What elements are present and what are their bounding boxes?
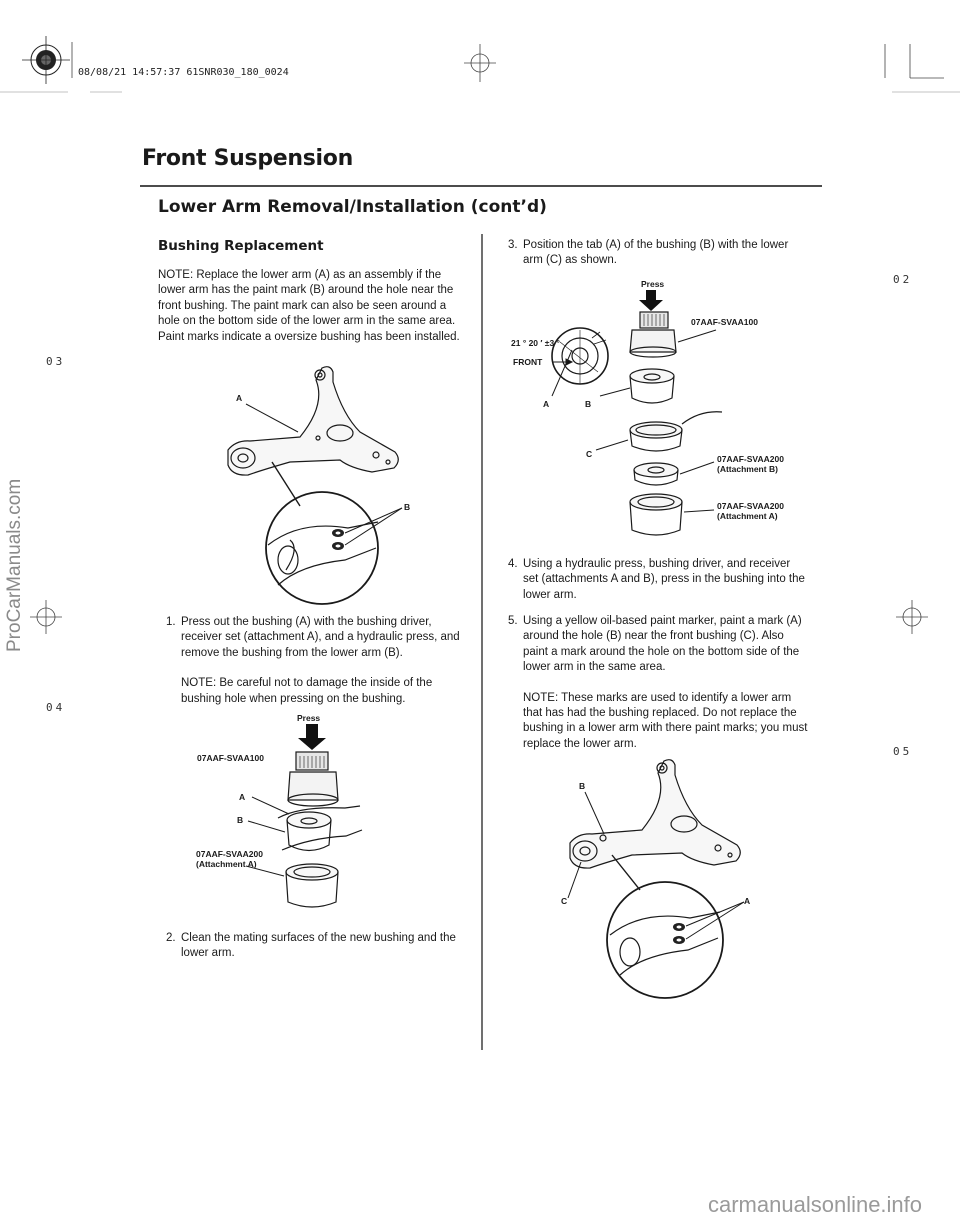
fig3-tool-b-line1: 07AAF-SVAA200 — [717, 454, 784, 464]
step-number: 4. — [508, 558, 518, 570]
fig3-tool1-label: 07AAF-SVAA100 — [691, 317, 758, 327]
step-note: NOTE: These marks are used to identify a lower arm that has had the bushing replaced. Do not replace the bushing in a lower arm with there paint marks; you must replace the lower arm. — [523, 691, 808, 750]
fig4-label-c: C — [561, 896, 568, 906]
fig2-press-label: Press — [297, 713, 321, 723]
bottom-watermark: carmanualsonline.info — [708, 1192, 923, 1217]
fig2-label-a: A — [239, 792, 246, 802]
fig4-label-a: A — [744, 896, 751, 906]
step-number: 1. — [166, 616, 176, 628]
fig3-label-a: A — [543, 399, 550, 409]
procedure-title: Lower Arm Removal/Installation (cont’d) — [158, 197, 547, 217]
section-title: Front Suspension — [142, 146, 353, 171]
step-text: Press out the bushing (A) with the bushing driver, receiver set (attachment A), and a hydraulic press, and remove the bushing from the lower arm (B). — [181, 616, 460, 659]
step-number: 3. — [508, 239, 518, 251]
fig4-label-b: B — [579, 781, 586, 791]
print-stamp: 08/08/21 14:57:37 61SNR030_180_0024 — [78, 67, 289, 78]
fig3-tool-a-line1: 07AAF-SVAA200 — [717, 501, 784, 511]
fig2-tool2-label-line2: (Attachment A) — [196, 859, 257, 869]
step-note: NOTE: Be careful not to damage the inside of the bushing hole when pressing on the bushing. — [181, 677, 433, 705]
fig1-label-a: A — [236, 393, 243, 403]
fig3-tool-a-line2: (Attachment A) — [717, 511, 778, 521]
fig3-label-c: C — [586, 449, 593, 459]
step-text: Using a yellow oil-based paint marker, paint a mark (A) around the hole (B) near the front bushing (C). Also paint a mark around the hole on the bottom side of the lower arm in the same area. — [523, 615, 802, 674]
fig2-tool2-label-line1: 07AAF-SVAA200 — [196, 849, 263, 859]
step-text: Using a hydraulic press, bushing driver, and receiver set (attachments A and B), press in the bushing into the lower arm. — [523, 558, 805, 601]
fig3-front-label: FRONT — [513, 357, 543, 367]
step-number: 5. — [508, 615, 518, 627]
intro-note: NOTE: Replace the lower arm (A) as an assembly if the lower arm has the paint mark (B) around the hole near the front bushing. The paint mark can also be seen around a hole on the bottom side of the lower arm in the same area. Paint marks indicate a oversize bushing has been installed. — [158, 269, 460, 343]
fig3-tool-b-line2: (Attachment B) — [717, 464, 778, 474]
subheading: Bushing Replacement — [158, 238, 324, 254]
fig3-label-b: B — [585, 399, 592, 409]
margin-code: 04 — [46, 701, 66, 714]
fig1-label-b: B — [404, 502, 411, 512]
side-watermark: ProCarManuals.com — [4, 478, 25, 652]
fig3-angle-label: 21 ° 20 ′ ±3 ° — [511, 338, 560, 348]
step-text: Position the tab (A) of the bushing (B) with the lower arm (C) as shown. — [523, 239, 789, 267]
margin-code: 03 — [46, 355, 66, 368]
fig2-tool1-label: 07AAF-SVAA100 — [197, 753, 264, 763]
margin-code: 02 — [893, 273, 913, 286]
step-text: Clean the mating surfaces of the new bushing and the lower arm. — [181, 932, 456, 960]
fig2-label-b: B — [237, 815, 244, 825]
fig3-press-label: Press — [641, 279, 665, 289]
step-number: 2. — [166, 932, 176, 944]
margin-code: 05 — [893, 745, 913, 758]
